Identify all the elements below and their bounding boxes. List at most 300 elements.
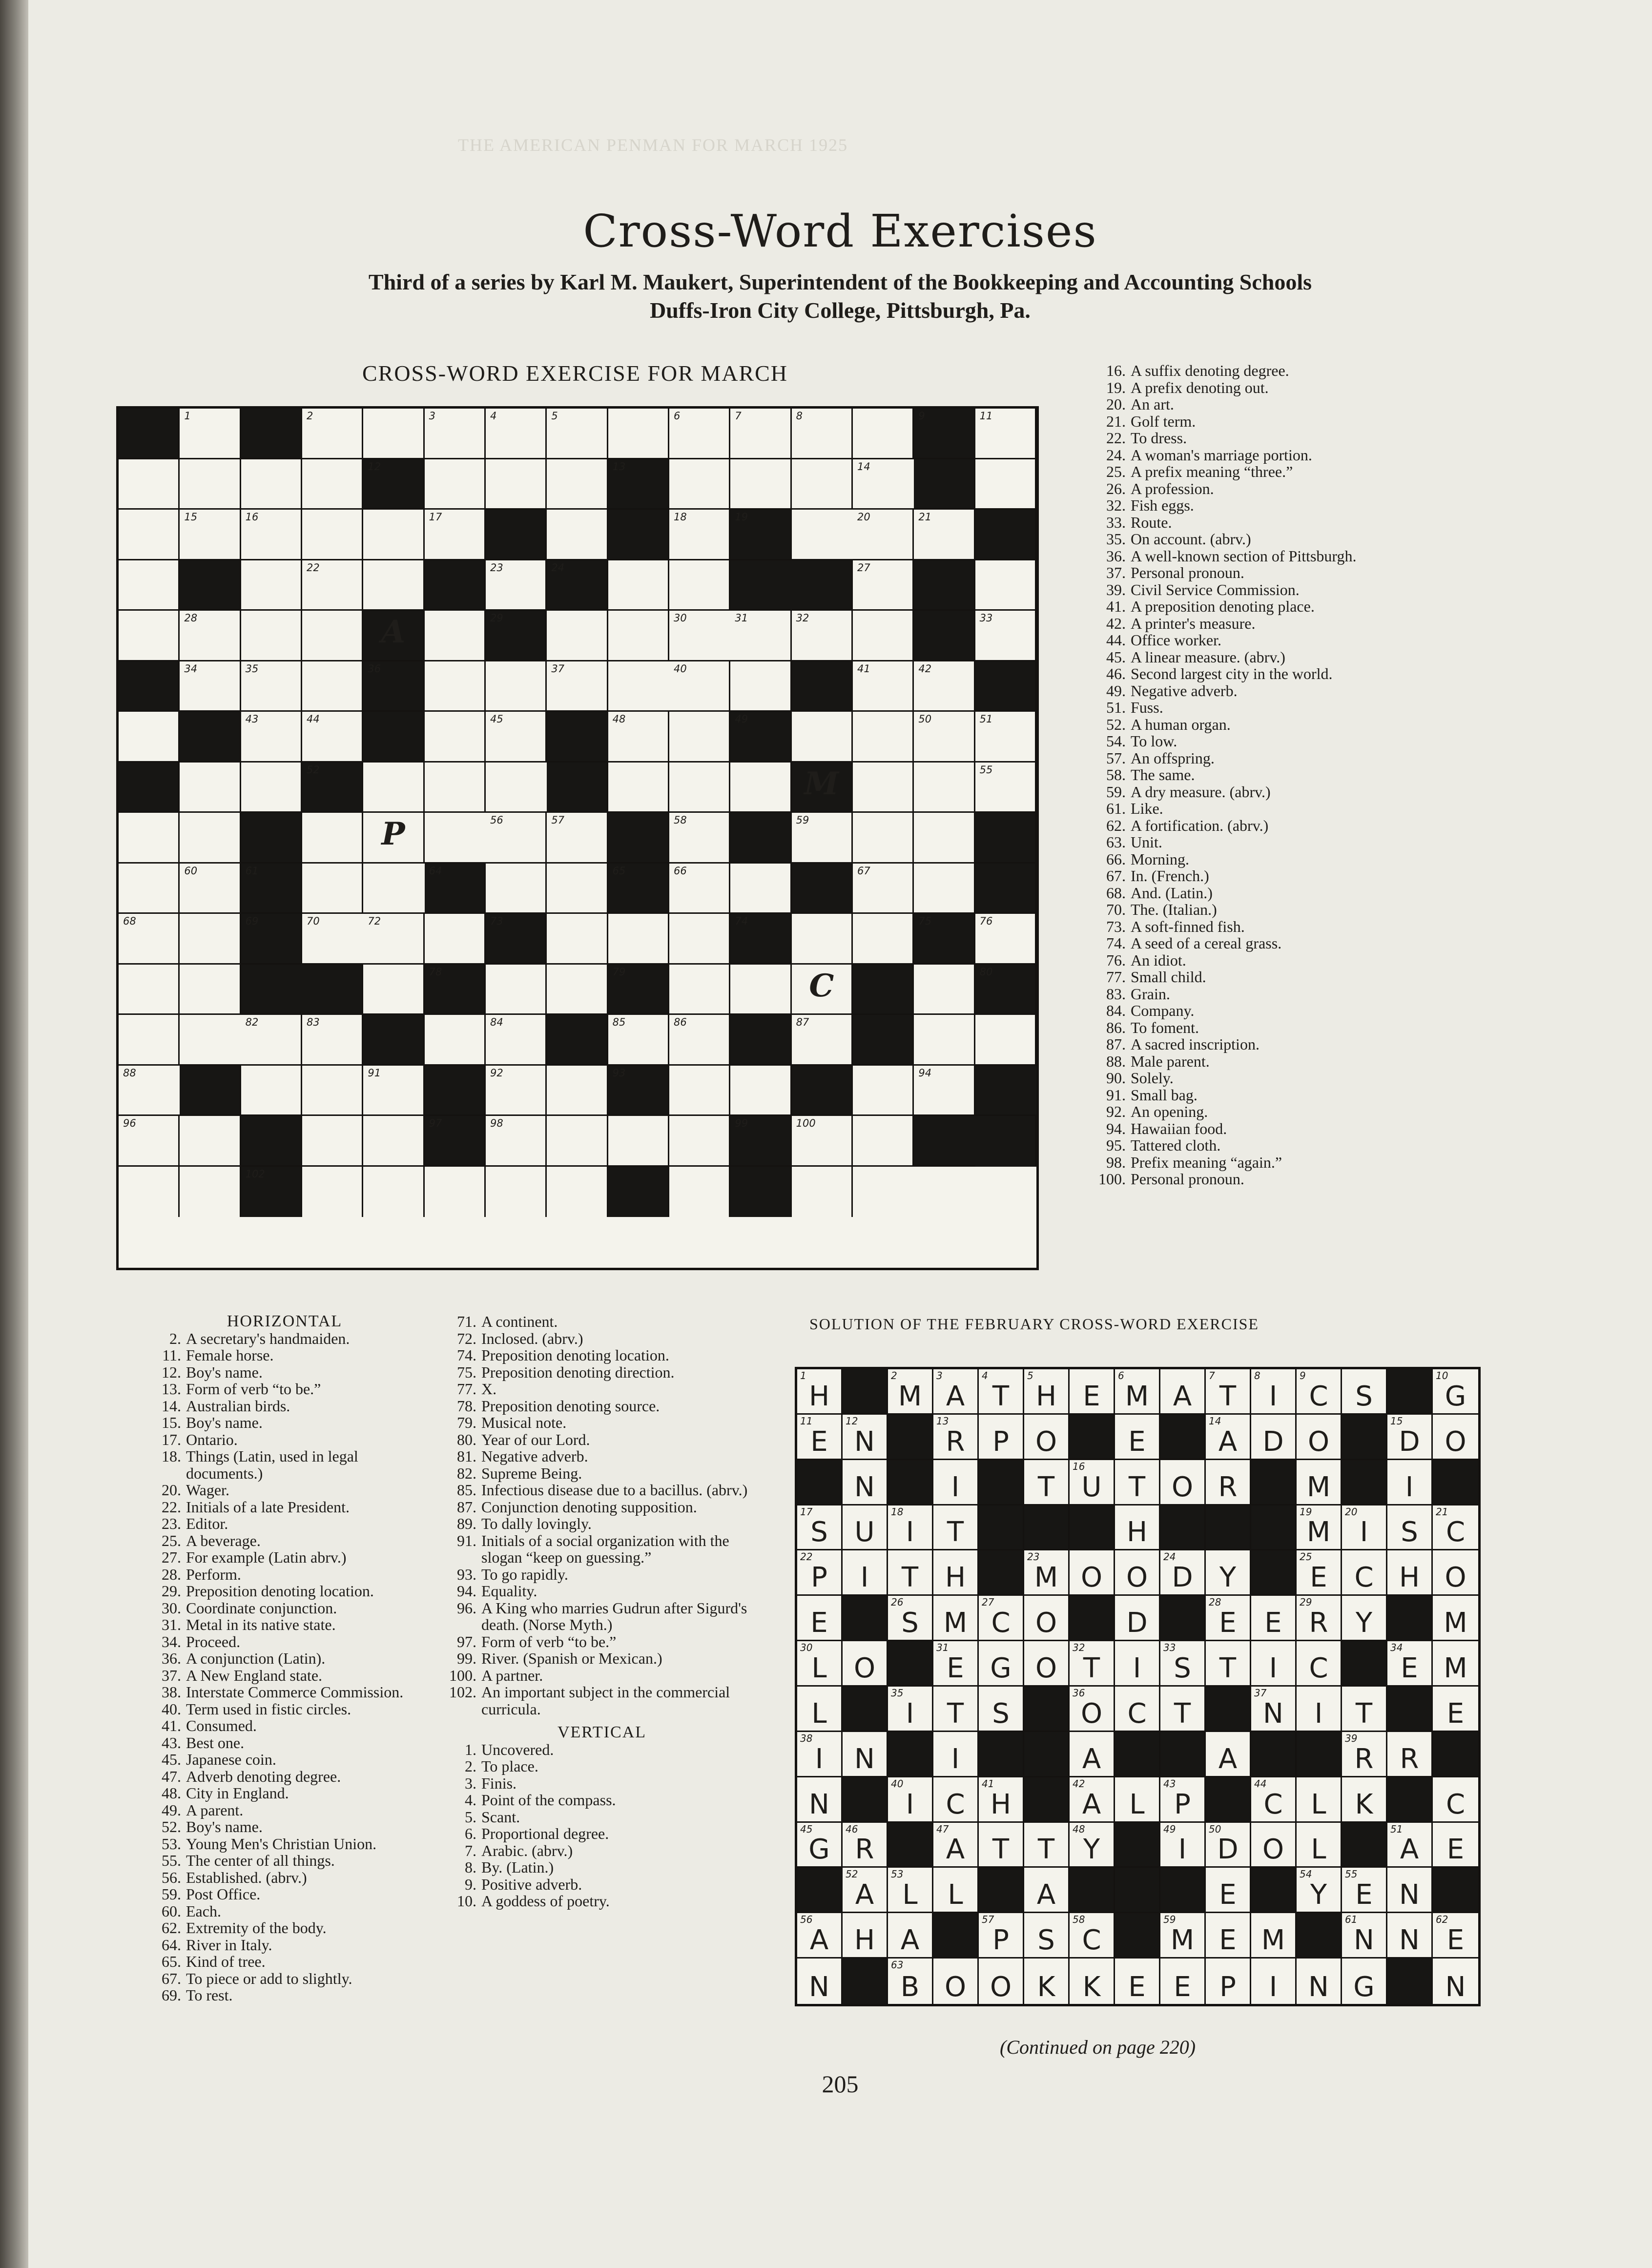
clue-item-number: 4. — [465, 1791, 476, 1809]
crossword-cell[interactable] — [547, 510, 608, 560]
clue-number: 3 — [429, 410, 436, 422]
clue-item — [148, 1886, 421, 1903]
clue-item-number: 23. — [162, 1515, 181, 1532]
crossword-cell[interactable] — [792, 510, 853, 560]
crossword-cell[interactable] — [547, 661, 608, 712]
clue-number: 11 — [979, 410, 993, 422]
ornamental-letter: A — [381, 614, 406, 651]
clue-number: 93 — [612, 1067, 626, 1079]
crossword-cell[interactable] — [669, 712, 730, 763]
crossword-cell[interactable] — [914, 1066, 975, 1116]
crossword-cell[interactable] — [914, 763, 975, 813]
crossword-cell[interactable] — [119, 813, 180, 864]
crossword-cell[interactable] — [792, 1167, 853, 1217]
crossword-cell[interactable] — [853, 510, 914, 560]
clue-item — [1093, 598, 1464, 615]
clue-number: 102 — [245, 1168, 265, 1180]
solution-cell — [888, 1959, 933, 2004]
clue-item-number: 11. — [162, 1346, 181, 1364]
page-number: 205 — [822, 2070, 859, 2098]
crossword-cell[interactable] — [425, 813, 486, 864]
crossword-cell[interactable] — [792, 611, 853, 661]
crossword-cell[interactable] — [853, 661, 914, 712]
crossword-cell[interactable] — [119, 510, 180, 560]
crossword-grid[interactable] — [116, 406, 1039, 1270]
crossword-cell[interactable] — [975, 914, 1036, 965]
crossword-cell[interactable] — [608, 1116, 669, 1167]
crossword-cell[interactable] — [853, 1167, 914, 1217]
clue-item-number: 66. — [1106, 850, 1126, 868]
crossword-cell[interactable] — [425, 459, 486, 510]
crossword-cell[interactable] — [363, 1066, 424, 1116]
black-square — [1206, 1505, 1251, 1551]
crossword-cell[interactable] — [363, 864, 424, 914]
crossword-cell[interactable] — [853, 560, 914, 611]
crossword-cell[interactable] — [302, 459, 363, 510]
crossword-cell[interactable] — [119, 914, 180, 965]
clue-number: 34 — [184, 662, 198, 675]
clue-item-text: Fish eggs. — [1131, 496, 1194, 514]
clue-item-text: A human organ. — [1131, 715, 1231, 733]
crossword-cell[interactable] — [425, 409, 486, 459]
crossword-cell[interactable] — [608, 763, 669, 813]
black-square — [975, 813, 1036, 864]
crossword-cell[interactable] — [853, 914, 914, 965]
clue-item-number: 39. — [1106, 580, 1126, 598]
crossword-cell[interactable] — [486, 1015, 547, 1066]
clue-item — [1093, 901, 1464, 918]
solution-letter: T — [901, 1562, 919, 1594]
solution-letter: T — [992, 1834, 1010, 1866]
clue-number: 40 — [674, 662, 687, 675]
clue-item-text: Golf term. — [1131, 412, 1196, 430]
solution-cell — [888, 1687, 933, 1732]
clue-item-number: 47. — [162, 1767, 181, 1785]
crossword-cell[interactable] — [914, 661, 975, 712]
crossword-cell[interactable] — [180, 864, 241, 914]
solution-letter: I — [906, 1697, 914, 1730]
solution-letter: K — [1355, 1788, 1373, 1820]
crossword-cell[interactable] — [180, 611, 241, 661]
clue-item-number: 19. — [1106, 378, 1126, 396]
crossword-cell[interactable] — [975, 459, 1036, 510]
crossword-cell[interactable] — [302, 1015, 363, 1066]
solution-letter: C — [991, 1607, 1011, 1639]
black-square — [1251, 1868, 1297, 1913]
solution-letter: S — [1355, 1380, 1373, 1412]
black-square — [1160, 1868, 1206, 1913]
black-square — [730, 1015, 791, 1066]
crossword-cell[interactable] — [669, 661, 730, 712]
crossword-cell[interactable] — [608, 712, 669, 763]
crossword-cell[interactable] — [363, 1167, 424, 1217]
crossword-cell[interactable] — [425, 763, 486, 813]
clue-item-number: 59. — [1106, 783, 1126, 801]
crossword-cell[interactable] — [119, 611, 180, 661]
crossword-cell[interactable] — [302, 510, 363, 560]
clue-number: 57 — [982, 1914, 994, 1926]
crossword-cell[interactable] — [363, 560, 424, 611]
crossword-cell[interactable] — [669, 914, 730, 965]
crossword-cell[interactable] — [547, 611, 608, 661]
clue-item — [148, 1785, 421, 1802]
crossword-cell[interactable] — [302, 1116, 363, 1167]
crossword-cell[interactable] — [180, 1116, 241, 1167]
crossword-cell[interactable] — [180, 661, 241, 712]
solution-cell — [1160, 1913, 1206, 1959]
clue-item-number: 68. — [1106, 884, 1126, 902]
solution-cell — [1387, 1868, 1433, 1913]
crossword-cell[interactable] — [180, 409, 241, 459]
clue-item-text: Route. — [1131, 513, 1172, 531]
clue-item — [1093, 1120, 1464, 1137]
crossword-cell[interactable] — [180, 1167, 241, 1217]
crossword-cell[interactable] — [669, 1015, 730, 1066]
crossword-cell[interactable] — [486, 813, 547, 864]
clue-item-text: Scant. — [481, 1808, 520, 1826]
black-square — [425, 1116, 486, 1167]
crossword-cell[interactable] — [180, 459, 241, 510]
black-square — [1160, 1732, 1206, 1777]
crossword-cell[interactable] — [302, 611, 363, 661]
crossword-cell[interactable] — [486, 459, 547, 510]
crossword-cell[interactable] — [241, 712, 302, 763]
crossword-cell[interactable] — [792, 459, 853, 510]
clue-item — [1093, 1103, 1464, 1120]
crossword-cell[interactable] — [302, 914, 363, 965]
crossword-cell[interactable] — [608, 409, 669, 459]
clue-item — [1093, 952, 1464, 969]
solution-letter: H — [945, 1562, 966, 1594]
crossword-cell[interactable] — [363, 965, 424, 1015]
crossword-cell[interactable] — [853, 409, 914, 459]
crossword-cell[interactable] — [792, 965, 853, 1015]
clue-number: 17 — [429, 511, 442, 523]
crossword-cell[interactable] — [547, 1167, 608, 1217]
clue-number: 61 — [245, 865, 259, 877]
crossword-cell[interactable] — [608, 611, 669, 661]
crossword-cell[interactable] — [241, 560, 302, 611]
crossword-cell[interactable] — [241, 611, 302, 661]
crossword-cell[interactable] — [853, 611, 914, 661]
crossword-cell[interactable] — [486, 1167, 547, 1217]
crossword-cell[interactable] — [669, 409, 730, 459]
crossword-cell[interactable] — [853, 1066, 914, 1116]
crossword-cell[interactable] — [119, 1116, 180, 1167]
clue-number: 7 — [735, 410, 742, 422]
crossword-cell[interactable] — [730, 763, 791, 813]
crossword-cell[interactable] — [241, 661, 302, 712]
solution-cell — [797, 1415, 843, 1460]
crossword-cell[interactable] — [669, 611, 730, 661]
solution-cell — [1433, 1505, 1478, 1551]
clue-item-text: The. (Italian.) — [1131, 901, 1217, 918]
crossword-cell[interactable] — [241, 763, 302, 813]
clue-item-number: 57. — [1106, 749, 1126, 767]
crossword-cell[interactable] — [302, 409, 363, 459]
crossword-cell[interactable] — [119, 459, 180, 510]
crossword-cell[interactable] — [853, 712, 914, 763]
black-square — [1433, 1460, 1478, 1505]
crossword-cell[interactable] — [792, 1015, 853, 1066]
solution-cell — [979, 1641, 1024, 1687]
crossword-cell[interactable] — [486, 661, 547, 712]
crossword-cell[interactable] — [180, 965, 241, 1015]
solution-letter: E — [810, 1425, 828, 1458]
crossword-cell[interactable] — [363, 1116, 424, 1167]
solution-letter: D — [1126, 1607, 1148, 1639]
crossword-cell[interactable] — [180, 1015, 241, 1066]
crossword-cell[interactable] — [302, 560, 363, 611]
crossword-cell[interactable] — [425, 611, 486, 661]
black-square — [241, 1167, 302, 1217]
clue-item — [1093, 413, 1464, 430]
puzzle-title: CROSS-WORD EXERCISE FOR MARCH — [362, 361, 788, 386]
crossword-cell[interactable] — [363, 763, 424, 813]
solution-letter: S — [1174, 1652, 1191, 1684]
clue-item-number: 1. — [465, 1740, 476, 1758]
solution-letter: P — [1219, 1971, 1236, 2003]
clue-item — [148, 1381, 421, 1398]
crossword-cell[interactable] — [669, 864, 730, 914]
crossword-cell[interactable] — [669, 813, 730, 864]
black-square — [853, 965, 914, 1015]
crossword-cell[interactable] — [914, 965, 975, 1015]
solution-cell — [1024, 1823, 1070, 1868]
crossword-cell[interactable] — [425, 914, 486, 965]
crossword-cell[interactable] — [486, 409, 547, 459]
crossword-cell[interactable] — [119, 1015, 180, 1066]
crossword-cell[interactable] — [730, 1066, 791, 1116]
crossword-cell[interactable] — [180, 813, 241, 864]
crossword-cell[interactable] — [669, 510, 730, 560]
solution-cell — [1160, 1823, 1206, 1868]
crossword-cell[interactable] — [792, 409, 853, 459]
clue-item-text: A dry measure. (abrv.) — [1131, 783, 1271, 801]
clue-item-number: 100. — [1098, 1170, 1126, 1188]
crossword-cell[interactable] — [730, 965, 791, 1015]
clue-item-number: 12. — [162, 1363, 181, 1381]
clue-item-text: To place. — [481, 1757, 538, 1775]
crossword-cell[interactable] — [669, 1167, 730, 1217]
clue-number: 49 — [1163, 1823, 1176, 1835]
crossword-cell[interactable] — [241, 510, 302, 560]
black-square — [1115, 1732, 1160, 1777]
black-square — [363, 661, 424, 712]
clue-item-text: The center of all things. — [186, 1852, 335, 1869]
clue-number: 24 — [551, 561, 565, 574]
crossword-cell[interactable] — [914, 712, 975, 763]
crossword-cell[interactable] — [547, 459, 608, 510]
crossword-cell[interactable] — [547, 813, 608, 864]
clue-item — [443, 1758, 761, 1775]
clue-item — [148, 1802, 421, 1819]
solution-cell — [843, 1868, 888, 1913]
crossword-cell[interactable] — [363, 813, 424, 864]
clue-item-number: 18. — [162, 1447, 181, 1465]
clue-item-text: Young Men's Christian Union. — [186, 1835, 377, 1853]
crossword-cell[interactable] — [792, 914, 853, 965]
solution-cell — [933, 1641, 979, 1687]
crossword-cell[interactable] — [363, 510, 424, 560]
crossword-cell[interactable] — [241, 1066, 302, 1116]
crossword-cell[interactable] — [669, 965, 730, 1015]
clue-number: 70 — [307, 915, 320, 928]
crossword-cell[interactable] — [119, 1066, 180, 1116]
crossword-cell[interactable] — [241, 1015, 302, 1066]
clue-item-number: 87. — [457, 1498, 476, 1516]
crossword-cell[interactable] — [119, 712, 180, 763]
crossword-cell[interactable] — [792, 1116, 853, 1167]
solution-letter: K — [1082, 1971, 1101, 2003]
crossword-cell[interactable] — [425, 510, 486, 560]
crossword-cell[interactable] — [730, 611, 791, 661]
clue-item-number: 52. — [162, 1818, 181, 1835]
clue-item — [1093, 733, 1464, 750]
clue-item-text: Arabic. (abrv.) — [481, 1841, 573, 1859]
crossword-cell[interactable] — [792, 813, 853, 864]
solution-letter: D — [1217, 1834, 1239, 1866]
solution-cell — [933, 1550, 979, 1596]
crossword-cell[interactable] — [180, 914, 241, 965]
clue-number: 6 — [1118, 1370, 1124, 1381]
crossword-cell[interactable] — [914, 864, 975, 914]
black-square — [486, 611, 547, 661]
crossword-cell[interactable] — [730, 864, 791, 914]
crossword-cell[interactable] — [730, 661, 791, 712]
crossword-cell[interactable] — [975, 611, 1036, 661]
crossword-cell[interactable] — [302, 712, 363, 763]
crossword-cell[interactable] — [975, 560, 1036, 611]
crossword-cell[interactable] — [669, 763, 730, 813]
clue-number: 8 — [1254, 1370, 1260, 1381]
crossword-cell[interactable] — [486, 712, 547, 763]
solution-letter: I — [860, 1562, 869, 1594]
crossword-cell[interactable] — [486, 1116, 547, 1167]
crossword-cell[interactable] — [547, 1116, 608, 1167]
crossword-cell[interactable] — [669, 459, 730, 510]
crossword-cell[interactable] — [302, 813, 363, 864]
solution-cell — [1251, 1959, 1297, 2004]
crossword-cell[interactable] — [853, 1116, 914, 1167]
clue-number: 16 — [1073, 1460, 1085, 1472]
solution-letter: E — [1446, 1924, 1465, 1957]
solution-cell — [1297, 1687, 1342, 1732]
crossword-cell[interactable] — [486, 1066, 547, 1116]
crossword-cell[interactable] — [119, 1167, 180, 1217]
crossword-cell[interactable] — [669, 1116, 730, 1167]
crossword-cell[interactable] — [302, 864, 363, 914]
solution-cell — [797, 1913, 843, 1959]
crossword-cell[interactable] — [363, 914, 424, 965]
crossword-cell[interactable] — [975, 409, 1036, 459]
solution-letter: T — [1219, 1652, 1237, 1684]
crossword-cell[interactable] — [730, 409, 791, 459]
crossword-cell[interactable] — [547, 864, 608, 914]
crossword-cell[interactable] — [425, 661, 486, 712]
crossword-cell[interactable] — [853, 459, 914, 510]
crossword-cell[interactable] — [486, 763, 547, 813]
crossword-cell[interactable] — [180, 510, 241, 560]
crossword-cell[interactable] — [241, 459, 302, 510]
clue-item-text: Post Office. — [186, 1885, 261, 1903]
crossword-cell[interactable] — [180, 763, 241, 813]
solution-cell — [1206, 1959, 1251, 2004]
solution-cell — [933, 1460, 979, 1505]
crossword-cell[interactable] — [608, 914, 669, 965]
clue-item-number: 79. — [457, 1414, 476, 1431]
clue-item-number: 78. — [457, 1397, 476, 1415]
crossword-cell[interactable] — [425, 712, 486, 763]
crossword-cell[interactable] — [547, 914, 608, 965]
crossword-cell[interactable] — [608, 1015, 669, 1066]
crossword-cell[interactable] — [486, 864, 547, 914]
crossword-cell[interactable] — [669, 560, 730, 611]
crossword-cell[interactable] — [302, 1066, 363, 1116]
crossword-cell[interactable] — [363, 409, 424, 459]
crossword-cell[interactable] — [547, 409, 608, 459]
crossword-cell[interactable] — [302, 661, 363, 712]
crossword-cell[interactable] — [792, 712, 853, 763]
clue-number: 56 — [800, 1914, 813, 1926]
crossword-cell[interactable] — [975, 763, 1036, 813]
crossword-cell[interactable] — [547, 1066, 608, 1116]
crossword-cell[interactable] — [669, 1066, 730, 1116]
clue-item — [148, 1515, 421, 1532]
crossword-cell[interactable] — [119, 864, 180, 914]
crossword-cell[interactable] — [853, 864, 914, 914]
crossword-cell[interactable] — [302, 1167, 363, 1217]
crossword-cell[interactable] — [119, 965, 180, 1015]
clue-item-number: 41. — [1106, 598, 1126, 615]
clue-number: 29 — [1300, 1596, 1312, 1608]
crossword-cell[interactable] — [119, 560, 180, 611]
crossword-cell[interactable] — [608, 560, 669, 611]
crossword-cell[interactable] — [425, 1015, 486, 1066]
crossword-cell[interactable] — [486, 965, 547, 1015]
crossword-cell[interactable] — [486, 560, 547, 611]
solution-letter: N — [854, 1425, 875, 1458]
clue-number: 73 — [490, 915, 503, 928]
crossword-cell[interactable] — [730, 459, 791, 510]
clue-item-text: Prefix meaning “again.” — [1131, 1153, 1282, 1171]
black-square — [914, 1116, 975, 1167]
crossword-cell[interactable] — [914, 813, 975, 864]
clue-item — [1093, 1171, 1464, 1188]
clue-item-number: 37. — [162, 1666, 181, 1684]
crossword-cell[interactable] — [975, 712, 1036, 763]
clue-item-number: 34. — [162, 1632, 181, 1650]
clue-item — [148, 1852, 421, 1869]
clue-number: 58 — [674, 814, 687, 826]
clue-item — [1093, 817, 1464, 834]
clue-item-number: 15. — [162, 1414, 181, 1431]
crossword-cell[interactable] — [975, 1015, 1036, 1066]
clue-number: 4 — [490, 410, 497, 422]
crossword-cell[interactable] — [914, 1015, 975, 1066]
black-square — [1387, 1777, 1433, 1823]
crossword-cell[interactable] — [853, 813, 914, 864]
crossword-cell[interactable] — [914, 510, 975, 560]
crossword-cell[interactable] — [853, 763, 914, 813]
clue-item-number: 77. — [457, 1380, 476, 1398]
clue-item-text: Negative adverb. — [1131, 681, 1238, 700]
crossword-cell[interactable] — [547, 965, 608, 1015]
clue-item-text: River. (Spanish or Mexican.) — [481, 1649, 662, 1667]
solution-letter: R — [855, 1834, 874, 1866]
crossword-cell[interactable] — [608, 661, 669, 712]
crossword-cell[interactable] — [425, 1167, 486, 1217]
